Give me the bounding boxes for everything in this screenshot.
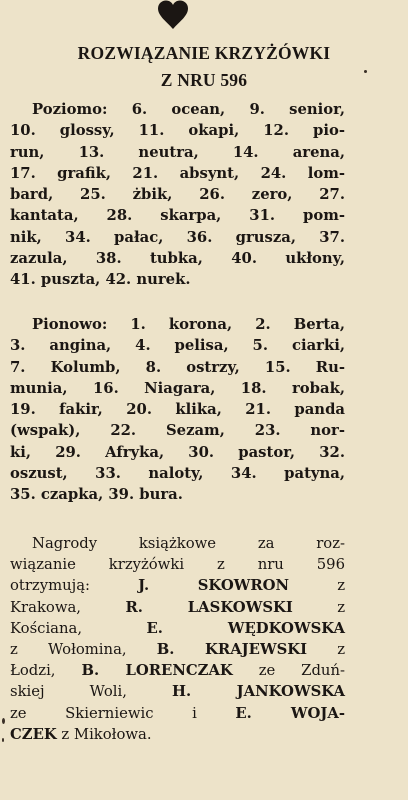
prizes-line — [10, 618, 345, 639]
prizes-section — [10, 533, 345, 745]
pionowo-line: 7. Kolumb, 8. ostrzy, 15. Ru- — [10, 358, 345, 376]
title-line-2: Z NRU 596 — [160, 70, 248, 90]
print-speck — [364, 70, 367, 73]
prizes-line — [10, 681, 345, 702]
print-speck — [2, 718, 5, 724]
winner-name: R. LASKOWSKI — [125, 598, 293, 616]
poziomo-line: zazula, 38. tubka, 40. ukłony, — [10, 250, 345, 268]
winner-name: E. WOJA- — [235, 704, 345, 722]
prizes-text: z — [292, 598, 346, 616]
prizes-line — [10, 724, 345, 745]
pionowo-section — [10, 314, 345, 506]
prizes-text: Krakowa, — [10, 598, 126, 616]
prizes-line: Nagrody książkowe za roz- — [32, 535, 345, 552]
prizes-line — [10, 660, 345, 681]
prizes-text: ze Zduń- — [232, 662, 345, 680]
winner-name: B. KRAJEWSKI — [156, 640, 308, 658]
pionowo-line: oszust, 33. naloty, 34. patyna, — [10, 465, 345, 483]
pionowo-line: Pionowo: 1. korona, 2. Berta, — [32, 316, 345, 333]
poziomo-line: 41. puszta, 42. nurek. — [10, 271, 191, 289]
poziomo-line: kantata, 28. skarpa, 31. pom- — [10, 207, 345, 225]
pionowo-line: munia, 16. Niagara, 18. robak, — [10, 379, 345, 397]
prizes-text: otrzymują: — [10, 577, 139, 595]
pionowo-line: 35. czapka, 39. bura. — [10, 486, 183, 504]
print-speck — [2, 738, 4, 742]
prizes-line — [10, 639, 345, 660]
poziomo-line: 10. glossy, 11. okapi, 12. pio- — [10, 122, 345, 140]
heart-icon — [157, 0, 189, 30]
poziomo-line: Poziomo: 6. ocean, 9. senior, — [32, 101, 345, 118]
winner-name: J. SKOWRON — [138, 577, 290, 595]
prizes-text: Łodzi, — [10, 662, 82, 680]
poziomo-section — [10, 99, 345, 291]
poziomo-line: 17. grafik, 21. absynt, 24. lom- — [10, 164, 345, 182]
prizes-line: wiązanie krzyżówki z nru 596 — [10, 556, 345, 574]
prizes-line — [10, 597, 345, 618]
winner-name: H. JANKOWSKA — [171, 683, 345, 701]
prizes-text: z — [289, 577, 345, 595]
prizes-text: z Mikołowa. — [56, 725, 152, 743]
winner-name: B. LORENCZAK — [81, 662, 233, 680]
poziomo-line: bard, 25. żbik, 26. zero, 27. — [10, 186, 345, 204]
pionowo-line: (wspak), 22. Sezam, 23. nor- — [10, 422, 345, 440]
prizes-line — [10, 703, 345, 724]
pionowo-line: 3. angina, 4. pelisa, 5. ciarki, — [10, 337, 345, 355]
winner-name: E. WĘDKOWSKA — [146, 619, 345, 637]
prizes-text: Kościana, — [10, 619, 147, 637]
pionowo-line: ki, 29. Afryka, 30. pastor, 32. — [10, 443, 345, 461]
winner-name: CZEK — [10, 725, 57, 743]
pionowo-line: 19. fakir, 20. klika, 21. panda — [10, 401, 345, 419]
prizes-text: z — [307, 640, 346, 658]
poziomo-line: nik, 34. pałac, 36. grusza, 37. — [10, 228, 345, 246]
prizes-text: ze Skierniewic i — [10, 704, 236, 722]
poziomo-line: run, 13. neutra, 14. arena, — [10, 143, 345, 161]
prizes-text: z Wołomina, — [10, 640, 157, 658]
title-line-1: ROZWIĄZANIE KRZYŻÓWKI — [77, 43, 331, 63]
prizes-text: skiej Woli, — [10, 683, 172, 701]
prizes-line — [10, 575, 345, 596]
